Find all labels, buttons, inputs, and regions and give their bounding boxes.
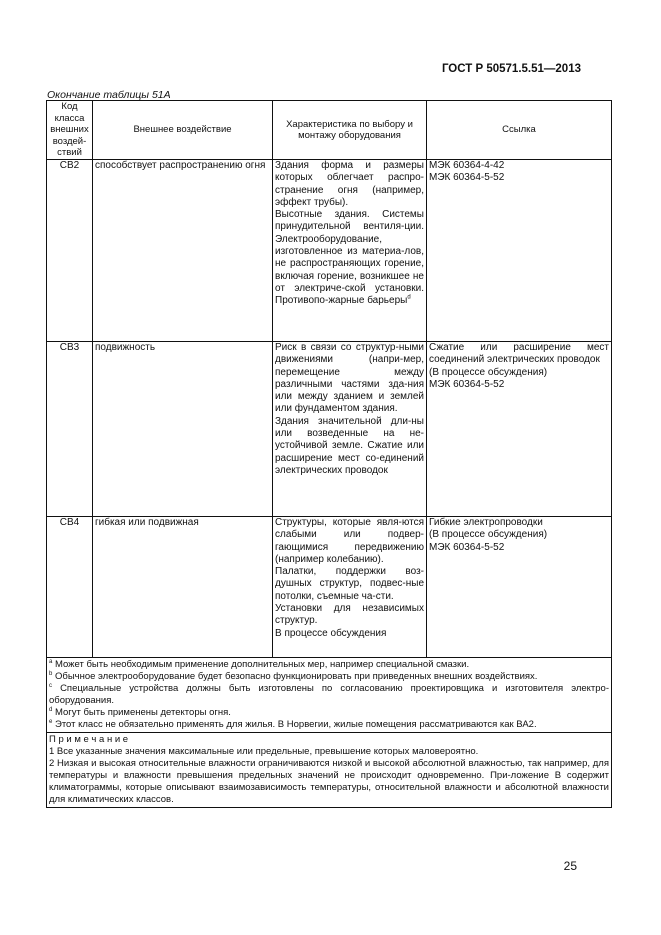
row-characteristic bbox=[273, 160, 427, 342]
note-item: 2 Низкая и высокая относительные влажности ограничиваются низкой и высокой абсолютной влажностью, так например, для температуры и влажности превышения предельных значений не происходит одновременно. При-ложение В содержит климатограммы, которые описывают взаимозависимость температуры, относительной влажности и абсолютной влажности для климатических классов. bbox=[49, 758, 609, 805]
characteristic-line: В процессе обсуждения bbox=[275, 627, 387, 639]
table-row bbox=[47, 517, 612, 658]
reference-line: Сжатие или расширение мест соединений электрических проводок bbox=[429, 342, 609, 366]
row-influence: гибкая или подвижная bbox=[93, 517, 273, 658]
footnote: $^b$ Обычное электрооборудование будет безопасно функционировать при приведенных внешних воздействиях. bbox=[49, 670, 538, 682]
table-row bbox=[47, 342, 612, 517]
row-reference bbox=[427, 342, 612, 517]
characteristic-line: Структуры, которые явля-ются слабыми или подвер-гающимися передвижению (например колебанию). bbox=[275, 517, 424, 565]
table-caption: Окончание таблицы 51А bbox=[47, 89, 171, 101]
column-header-code: Код класса внешних воздей-ствий bbox=[47, 101, 93, 160]
table-header-row bbox=[47, 101, 612, 160]
characteristic-line: Риск в связи со структур-ными движениями (напри-мер, перемещение между различными частями зда-ния или между зданием и землей или фундаментом здания. bbox=[275, 342, 424, 415]
row-characteristic bbox=[273, 342, 427, 517]
reference-line: МЭК 60364-5-52 bbox=[429, 541, 505, 553]
reference-line: Гибкие электропроводки bbox=[429, 517, 543, 528]
notes-title: П р и м е ч а н и е bbox=[49, 734, 129, 745]
reference-line: МЭК 60364-4-42 bbox=[429, 160, 505, 171]
characteristic-line: Палатки, поддержки воз-душных структур, подвес-ные потолки, съемные ча-сти. bbox=[275, 566, 424, 602]
footnotes bbox=[47, 658, 612, 733]
footnotes-row bbox=[47, 658, 612, 733]
characteristic-line: Высотные здания. Системы принудительной вентиля-ции. Электрооборудование, изготовленное из материа-лов, не распространяющих горение, включая горение, возникшее не от электриче-ской установки. Противопо-жарные барьеры$^d$ bbox=[275, 209, 424, 307]
characteristic-line: Установки для независимых структур. bbox=[275, 603, 424, 627]
row-influence: способствует распространению огня bbox=[93, 160, 273, 342]
column-header-reference: Ссылка bbox=[427, 101, 612, 160]
footnote: $^d$ Могут быть применены детекторы огня. bbox=[49, 706, 231, 718]
row-influence: подвижность bbox=[93, 342, 273, 517]
characteristic-line: Здания значительной дли-ны или возведенные на не-устойчивой земле. Сжатие или расширение мест со-единений электрических проводок bbox=[275, 415, 424, 476]
row-code: CB3 bbox=[47, 342, 93, 517]
reference-line: (В процессе обсуждения) bbox=[429, 366, 548, 378]
row-code: CB4 bbox=[47, 517, 93, 658]
document-id: ГОСТ Р 50571.5.51—2013 bbox=[441, 63, 581, 75]
reference-line: (В процессе обсуждения) bbox=[429, 529, 548, 541]
table-row bbox=[47, 160, 612, 342]
footnote: $^e$ Этот класс не обязательно применять для жилья. В Норвегии, жилые помещения рассматриваются как ВА2. bbox=[49, 718, 537, 730]
row-reference bbox=[427, 160, 612, 342]
note-item: 1 Все указанные значения максимальные или предельные, превышение которых маловероятно. bbox=[49, 746, 479, 757]
notes-row bbox=[47, 733, 612, 808]
footnote: $^c$ Специальные устройства должны быть изготовлены по согласованию проектировщика и изготовителя электро-оборудования. bbox=[49, 682, 609, 706]
row-code: CB2 bbox=[47, 160, 93, 342]
reference-line: МЭК 60364-5-52 bbox=[429, 172, 505, 184]
influences-table bbox=[46, 100, 612, 808]
footnote: $^a$ Может быть необходимым применение дополнительных мер, например специальной смазки. bbox=[49, 658, 470, 670]
row-characteristic bbox=[273, 517, 427, 658]
notes bbox=[47, 733, 612, 808]
page-number: 25 bbox=[563, 859, 577, 873]
column-header-influence: Внешнее воздействие bbox=[93, 101, 273, 160]
characteristic-line: Здания форма и размеры которых облегчает распро-странение огня (например, эффект трубы). bbox=[275, 160, 424, 208]
footnote-ref: d bbox=[407, 294, 411, 301]
reference-line: МЭК 60364-5-52 bbox=[429, 378, 505, 390]
row-reference bbox=[427, 517, 612, 658]
column-header-characteristic: Характеристика по выбору и монтажу оборудования bbox=[273, 101, 427, 160]
